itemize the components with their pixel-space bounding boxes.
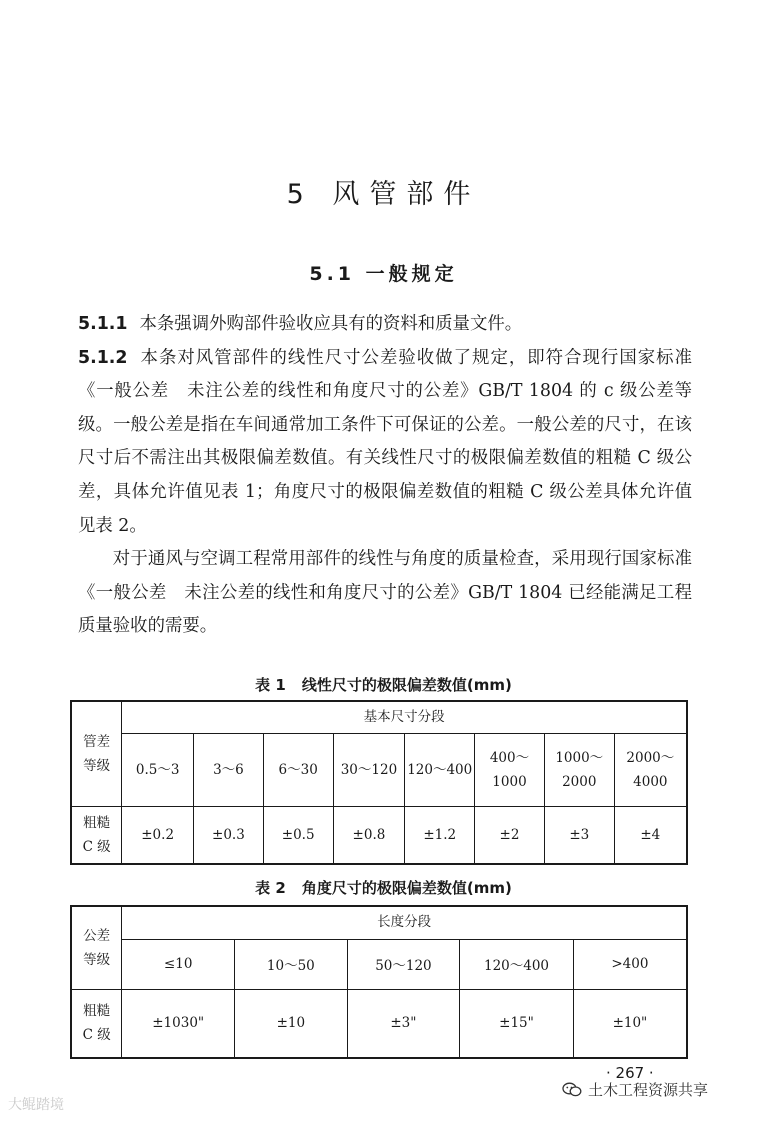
- table2-column-header: 120～400: [460, 939, 574, 989]
- table1-caption-number: 表 1: [255, 676, 286, 694]
- table2-column-header: >400: [573, 939, 687, 989]
- page-number: · 267 ·: [606, 1064, 654, 1082]
- table2-column-header: ≤10: [122, 939, 235, 989]
- table1-row-label: 粗糙 C 级: [71, 806, 122, 864]
- table1-column-header: 30～120: [333, 733, 405, 806]
- watermark-right: [562, 1079, 708, 1100]
- table1-value-cell: ±4: [614, 806, 687, 864]
- paragraph-5-1-1: [78, 308, 692, 342]
- clause-text: 本条强调外购部件验收应具有的资料和质量文件。: [139, 314, 523, 334]
- table2-value-cell: ±15": [460, 989, 574, 1058]
- table2-corner-header: 公差 等级: [71, 906, 122, 989]
- table1-value-cell: ±3: [544, 806, 614, 864]
- chapter-number: 5: [286, 179, 314, 210]
- table1-value-cell: ±1.2: [405, 806, 475, 864]
- body-text: [78, 308, 692, 644]
- chapter-title: [0, 172, 767, 211]
- table2-row-label: 粗糙 C 级: [71, 989, 122, 1058]
- table2-value-cell: ±3": [347, 989, 460, 1058]
- table1-column-header: 400～ 1000: [475, 733, 545, 806]
- table2-value-cell: ±1030": [122, 989, 235, 1058]
- table2-value-cell: ±10": [573, 989, 687, 1058]
- table2-caption-text: 角度尺寸的极限偏差数值(mm): [301, 879, 512, 897]
- wechat-icon: [562, 1082, 582, 1097]
- section-name: 一般规定: [365, 263, 458, 285]
- table1-value-cell: ±2: [475, 806, 545, 864]
- table1-value-cell: ±0.2: [122, 806, 194, 864]
- table1-column-header: 2000～ 4000: [614, 733, 687, 806]
- table1-caption-text: 线性尺寸的极限偏差数值(mm): [301, 676, 512, 694]
- table1-column-header: 120～400: [405, 733, 475, 806]
- table2-column-header: 50～120: [347, 939, 460, 989]
- watermark-left-text: 大鲲踏境: [8, 1097, 64, 1113]
- table2-caption: [0, 877, 767, 898]
- paragraph-explanation: [78, 543, 692, 644]
- clause-number: 5.1.1: [78, 314, 128, 334]
- section-number: 5.1: [309, 263, 356, 285]
- table1-group-header: 基本尺寸分段: [122, 701, 687, 733]
- clause-text: 对于通风与空调工程常用部件的线性与角度的质量检查，采用现行国家标准《一般公差 未注公差的线性和角度尺寸的公差》GB/T 1804 已经能满足工程质量验收的需要。: [78, 549, 692, 637]
- table1-value-cell: ±0.3: [194, 806, 264, 864]
- watermark-left: [8, 1094, 64, 1114]
- watermark-right-text: 土木工程资源共享: [588, 1081, 709, 1099]
- table1-value-cell: ±0.8: [333, 806, 405, 864]
- table1-column-header: 1000～ 2000: [544, 733, 614, 806]
- table1-value-cell: ±0.5: [263, 806, 333, 864]
- angle-tolerance-table: [70, 905, 688, 1059]
- table2-group-header: 长度分段: [122, 906, 687, 939]
- table1-column-header: 6～30: [263, 733, 333, 806]
- clause-number: 5.1.2: [78, 347, 128, 368]
- table2-value-cell: ±10: [235, 989, 348, 1058]
- table1-column-header: 0.5～3: [122, 733, 194, 806]
- linear-tolerance-table: [70, 700, 688, 865]
- table2-caption-number: 表 2: [255, 879, 286, 897]
- section-title: [0, 259, 767, 286]
- table1-corner-header: 管差 等级: [71, 701, 122, 806]
- chapter-name: 风管部件: [332, 179, 481, 210]
- table1-column-header: 3～6: [194, 733, 264, 806]
- table2-column-header: 10～50: [235, 939, 348, 989]
- clause-text: 本条对风管部件的线性尺寸公差验收做了规定，即符合现行国家标准《一般公差 未注公差的线性和角度尺寸的公差》GB/T 1804 的 c 级公差等级。一般公差是指在车间通常加工条件下可保证的公差。一般公差的尺寸，在该尺寸后不需注出其极限偏差数值。有关线性尺寸的极限偏差数值的粗糙 C 级公差，具体允许值见表 1；角度尺寸的极限偏差数值的粗糙 C 级公差具体允许值见表 2。: [78, 347, 692, 536]
- paragraph-5-1-2: [78, 342, 692, 544]
- table1-caption: [0, 674, 767, 695]
